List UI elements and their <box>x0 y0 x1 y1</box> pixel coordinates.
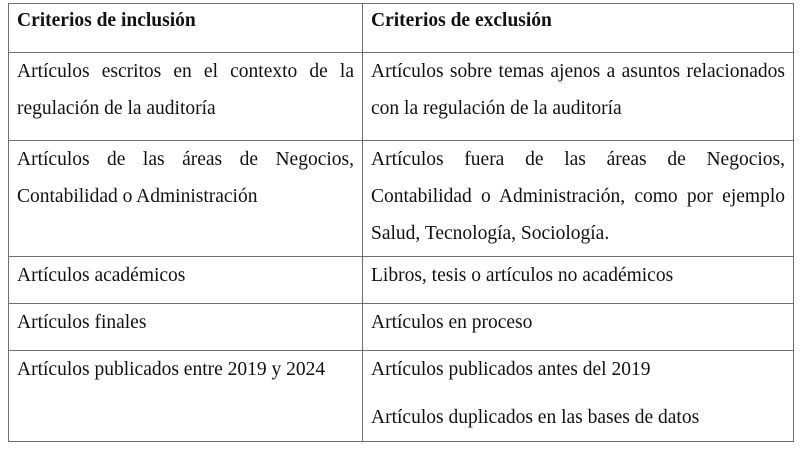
exclusion-header: Criterios de exclusión <box>363 4 794 53</box>
exclusion-text: Artículos sobre temas ajenos a asuntos relacionados con la regulación de la auditoría <box>371 61 785 119</box>
table-row <box>9 257 794 304</box>
exclusion-cell <box>363 304 794 351</box>
inclusion-cell: Artículos publicados entre 2019 y 2024 <box>9 351 363 442</box>
exclusion-text: Artículos publicados antes del 2019 <box>371 359 651 380</box>
inclusion-cell: Artículos finales <box>9 304 363 351</box>
exclusion-text: Artículos en proceso <box>371 312 533 333</box>
header-row <box>9 4 794 53</box>
paragraph-gap <box>371 388 785 399</box>
inclusion-cell: Artículos académicos <box>9 257 363 304</box>
table-row <box>9 53 794 141</box>
inclusion-cell: Artículos escritos en el contexto de la regulación de la auditoría <box>9 53 363 141</box>
table-row <box>9 141 794 257</box>
exclusion-cell <box>363 53 794 141</box>
exclusion-text: Artículos fuera de las áreas de Negocios, Contabilidad o Administración, como por ejemplo Salud, Tecnología, Sociología. <box>371 149 785 244</box>
exclusion-text: Libros, tesis o artículos no académicos <box>371 265 674 286</box>
table-row <box>9 304 794 351</box>
inclusion-header: Criterios de inclusión <box>9 4 363 53</box>
exclusion-cell <box>363 351 794 442</box>
inclusion-cell: Artículos de las áreas de Negocios, Contabilidad o Administración <box>9 141 363 257</box>
exclusion-text: Artículos duplicados en las bases de datos <box>371 407 700 428</box>
exclusion-cell <box>363 257 794 304</box>
exclusion-cell <box>363 141 794 257</box>
criteria-table <box>8 3 794 442</box>
table-row <box>9 351 794 442</box>
